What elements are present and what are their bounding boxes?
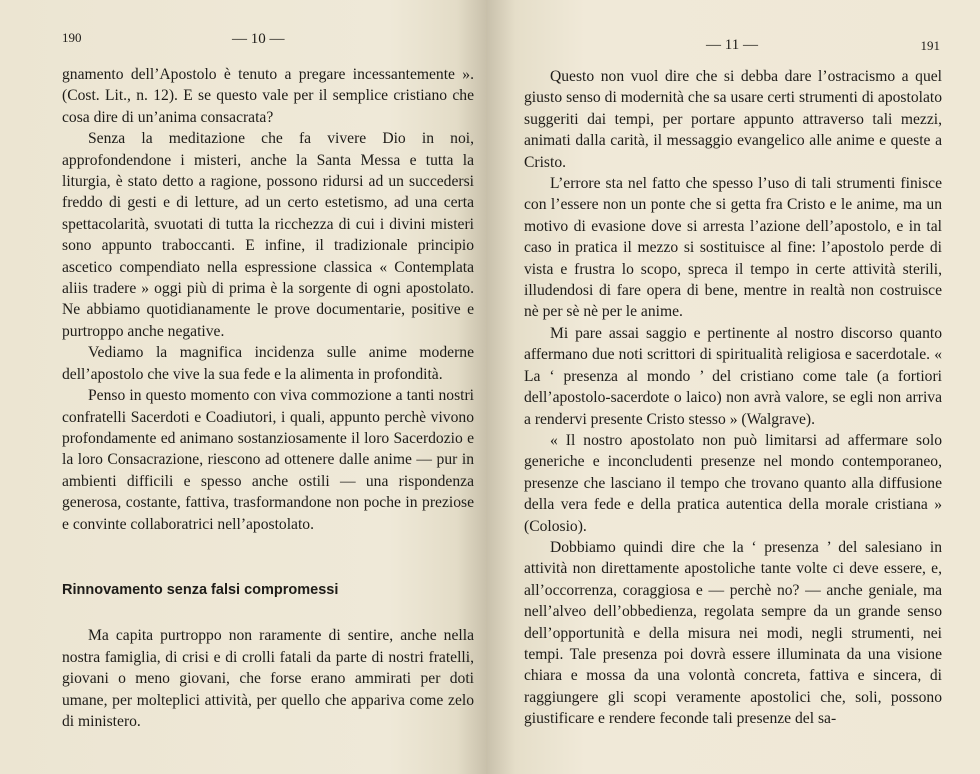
paragraph: Vediamo la magnifica incidenza sulle anime moderne dell’apostolo che vive la sua fede e la alimenta in profondità. [62, 344, 474, 383]
section-heading: Rinnovamento senza falsi compromessi [62, 581, 339, 598]
page-body [62, 64, 474, 732]
paragraph: Ma capita purtroppo non raramente di sentire, anche nella nostra famiglia, di crisi e di crolli fatali da parte di nostri fratelli, giovani o meno giovani, che forse erano ammirati per doti umane, per molteplici attività, per quello che appariva come zelo di ministero. [62, 627, 474, 730]
page-number: 191 [920, 38, 940, 53]
running-head: — 10 — [232, 31, 285, 47]
paragraph: « Il nostro apostolato non può limitarsi ad affermare solo generiche e inconcludenti presenze nel mondo contemporaneo, presenze che lasciano il tempo che trovano quanto alla diffusione della vera fede e della pratica autentica della morale cristiana » (Colosio). [524, 431, 942, 535]
paragraph: Questo non vuol dire che si debba dare l’ostracismo a quel giusto senso di modernità che sa usare certi strumenti di apostolato suggeriti dai tempi, per portare appunto attraverso tali mezzi, animati dalla carità, il messaggio evangelico alle anime e queste a Cristo. [524, 68, 942, 171]
paragraph: Mi pare assai saggio e pertinente al nostro discorso quanto affermano due noti scrittori di spiritualità religiosa e sacerdotale. « La ‘ presenza al mondo ’ del cristiano come tale (a fortiori dell’apostolo-sacerdote o laico) non avrà valore, se egli non arriva a rendervi presente Cristo stesso » (Walgrave). [524, 324, 942, 428]
paragraph: Dobbiamo quindi dire che la ‘ presenza ’ del salesiano in attività non direttamente apostoliche tante volte ci deve essere, e, all’occorrenza, coraggiosa e — perchè no? — anche geniale, ma nell’alveo dell’obbedienza, regolata sempre da un grande senso dell’opportunità e della misura nei modi, negli strumenti, nei tempi. Tale presenza poi dovrà essere illuminata da una visione chiara e mossa da una volontà concreta, fattiva e sincera, di raggiungere gli scopi veramente apostolici che, soli, possono giustificare e rendere feconde tali presenze del sa- [524, 538, 942, 728]
left-page [0, 0, 486, 774]
running-head: — 11 — [706, 37, 758, 53]
paragraph: Senza la meditazione che fa vivere Dio in noi, approfondendone i misteri, anche la Santa Messa e tutta la liturgia, è stato detto a ragione, possono ridursi ad un succedersi freddo di gesti e di letture, ad un certo estetismo, ad una certa spettacolarità, svuotati di tutta la ricchezza di cui i divini misteri sono appunto traboccanti. E infine, il tradizionale principio ascetico compendiato nella espressione classica « Contemplata aliis tradere » oggi più di prima è la sorgente di ogni apostolato. Ne abbiamo quotidianamente le prove documentarie, positive e purtroppo anche negative. [62, 130, 474, 340]
page-number: 190 [62, 30, 82, 45]
right-page [486, 0, 980, 774]
paragraph: gnamento dell’Apostolo è tenuto a pregare incessantemente ». (Cost. Lit., n. 12). E se questo vale per il semplice cristiano che cosa dire di un’anima consacrata? [62, 66, 474, 126]
paragraph: Penso in questo momento con viva commozione a tanti nostri confratelli Sacerdoti e Coadiutori, i quali, appunto perchè vivono profondamente ed animano sostanziosamente il loro Sacerdozio e la loro Consacrazione, riescono ad ottenere dalle anime — pur in ambienti difficili e spesso anche ostili — una rispondenza generosa, costante, fattiva, trasformandone non poche in preziose e convinte collaboratrici nell’apostolato. [62, 387, 474, 533]
page-body [524, 66, 942, 730]
paragraph: L’errore sta nel fatto che spesso l’uso di tali strumenti finisce con l’essere non un ponte che si getta fra Cristo e le anime, ma un motivo di evasione dove si arresta l’azione dell’apostolo, e in tal caso in pratica il mezzo si sostituisce al fine: l’apostolo perde di vista e frustra lo scopo, spreca il tempo in certe attività sterili, illudendosi di fare opera di bene, mentre in realtà non costruisce nè per sè nè per le anime. [524, 175, 942, 321]
